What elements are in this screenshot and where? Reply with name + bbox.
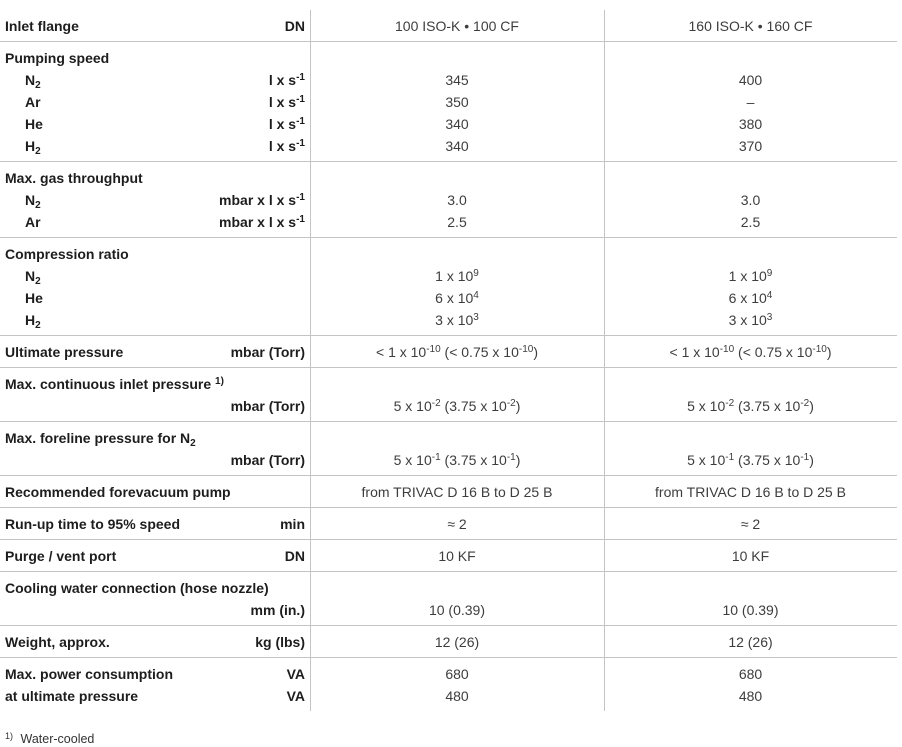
unit-label: VA [286, 688, 305, 704]
variant-2-value: 680 [738, 666, 763, 682]
variant-2-value [604, 265, 897, 287]
unit-label [0, 69, 305, 91]
spec-row-purge-vent-port [0, 540, 897, 572]
text-fragment: l x s [268, 138, 297, 154]
subscript: 2 [35, 200, 41, 211]
unit-label [0, 113, 305, 135]
unit-label: DN [284, 548, 305, 564]
text-fragment: N [25, 268, 36, 284]
variant-1-value: 3.0 [447, 192, 467, 208]
superscript: -1 [296, 138, 305, 149]
superscript: -1 [506, 452, 516, 463]
text-fragment: 5 x 10 [687, 452, 726, 468]
spec-line [0, 91, 897, 113]
subscript: 2 [190, 438, 196, 449]
spec-row-recommended-forevacuum-pump [0, 476, 897, 508]
text-fragment: (< 0.75 x 10 [734, 344, 813, 360]
text-fragment: H [25, 138, 36, 154]
text-fragment: ) [515, 398, 521, 414]
text-fragment: ) [533, 344, 538, 360]
text-fragment: (3.75 x 10 [734, 398, 801, 414]
property-label: Cooling water connection (hose nozzle) [5, 580, 269, 596]
spec-line [0, 243, 897, 265]
text-fragment: H [25, 312, 36, 328]
variant-2-value: 12 (26) [728, 634, 773, 650]
spec-line [0, 685, 897, 707]
superscript: -1 [296, 192, 305, 203]
variant-1-value [310, 449, 604, 471]
variant-1-value: 480 [445, 688, 469, 704]
variant-1-value: 350 [445, 94, 469, 110]
gas-label: He [25, 290, 43, 306]
superscript: 9 [473, 268, 479, 279]
variant-1-value: 10 (0.39) [428, 602, 486, 618]
unit-label [0, 135, 305, 157]
superscript: -1 [296, 116, 305, 127]
spec-line [0, 373, 897, 395]
variant-2-value [604, 395, 897, 417]
unit-label [0, 211, 305, 233]
variant-1-value [310, 265, 604, 287]
text-fragment: N [25, 192, 36, 208]
spec-row-weight-approx [0, 626, 897, 658]
gas-label: Ar [25, 214, 41, 230]
spec-line [0, 189, 897, 211]
unit-label: mm (in.) [250, 602, 305, 618]
spec-line [0, 167, 897, 189]
subscript: 2 [35, 146, 41, 157]
unit-label: mbar (Torr) [230, 398, 305, 414]
property-label: Compression ratio [5, 246, 129, 262]
spec-line [0, 545, 897, 567]
variant-1-value [310, 395, 604, 417]
spec-row-max-gas-throughput [0, 162, 897, 238]
variant-1-value [310, 341, 604, 363]
gas-label [25, 309, 41, 331]
property-label: Run-up time to 95% speed [5, 516, 181, 532]
text-fragment: 1 x 10 [435, 268, 474, 284]
variant-2-value: 380 [738, 116, 763, 132]
property-label [5, 427, 196, 449]
footnote-text: Water-cooled [20, 732, 95, 746]
variant-1-value [310, 309, 604, 331]
spec-line [0, 265, 897, 287]
superscript: 4 [473, 290, 479, 301]
text-fragment: < 1 x 10 [376, 344, 427, 360]
property-label: Max. gas throughput [5, 170, 143, 186]
subscript: 2 [35, 276, 41, 287]
spec-line [0, 135, 897, 157]
variant-2-value: – [746, 94, 755, 110]
spec-line [0, 309, 897, 331]
unit-label: min [280, 516, 305, 532]
property-label: at ultimate pressure [5, 688, 139, 704]
spec-row-max-power-consumption [0, 658, 897, 711]
text-fragment: 3 x 10 [435, 312, 474, 328]
spec-line [0, 513, 897, 535]
superscript: -10 [426, 344, 441, 355]
technical-data-table [0, 10, 897, 711]
variant-2-value: 400 [738, 72, 763, 88]
text-fragment: 5 x 10 [393, 452, 432, 468]
superscript: -1 [296, 72, 305, 83]
property-label: Purge / vent port [5, 548, 117, 564]
text-fragment: 1 x 10 [728, 268, 767, 284]
variant-1-value [310, 287, 604, 309]
text-fragment: 5 x 10 [687, 398, 726, 414]
subscript: 2 [35, 320, 41, 331]
superscript: -1 [725, 452, 735, 463]
variant-2-value [604, 341, 897, 363]
text-fragment: ) [809, 452, 814, 468]
variant-1-value: ≈ 2 [447, 516, 467, 532]
variant-2-value: 480 [738, 688, 763, 704]
superscript: -1 [296, 214, 305, 225]
superscript: 9 [766, 268, 773, 279]
variant-1-value: 340 [445, 116, 469, 132]
unit-label: kg (lbs) [255, 634, 305, 650]
text-fragment: 6 x 10 [435, 290, 474, 306]
spec-line [0, 663, 897, 685]
spec-row-ultimate-pressure [0, 336, 897, 368]
superscript: -2 [431, 398, 441, 409]
property-label [5, 373, 224, 395]
superscript: -1 [296, 94, 305, 105]
variant-2-value [604, 449, 897, 471]
spec-line [0, 395, 897, 417]
property-label: Inlet flange [5, 18, 79, 34]
text-fragment: 6 x 10 [728, 290, 767, 306]
property-label: Recommended forevacuum pump [5, 484, 231, 500]
variant-2-value: 370 [738, 138, 763, 154]
superscript: -2 [506, 398, 516, 409]
unit-label [0, 189, 305, 211]
property-label: Max. power consumption [5, 666, 174, 682]
superscript: -2 [800, 398, 810, 409]
variant-2-value: 2.5 [740, 214, 761, 230]
text-fragment: l x s [268, 94, 297, 110]
spec-line [0, 427, 897, 449]
gas-label: Ar [25, 94, 41, 110]
variant-1-value: 12 (26) [434, 634, 480, 650]
variant-2-value [604, 287, 897, 309]
variant-2-value: 10 (0.39) [722, 602, 779, 618]
unit-label: VA [286, 666, 305, 682]
text-fragment: l x s [268, 116, 297, 132]
superscript: -1 [431, 452, 441, 463]
text-fragment: N [25, 72, 36, 88]
unit-label: mbar (Torr) [230, 452, 305, 468]
spec-line [0, 287, 897, 309]
superscript: 1) [215, 376, 224, 387]
spec-line [0, 211, 897, 233]
spec-row-compression-ratio [0, 238, 897, 336]
property-label: Ultimate pressure [5, 344, 124, 360]
text-fragment: l x s [268, 72, 297, 88]
text-fragment: (< 0.75 x 10 [440, 344, 519, 360]
variant-2-value: 3.0 [740, 192, 761, 208]
footnote [5, 731, 94, 747]
superscript: 3 [473, 312, 479, 323]
property-label: Weight, approx. [5, 634, 110, 650]
text-fragment: Max. foreline pressure for N [5, 430, 191, 446]
variant-1-value: 10 KF [438, 548, 476, 564]
superscript: 3 [766, 312, 773, 323]
variant-1-value: 340 [445, 138, 469, 154]
superscript: -1 [800, 452, 810, 463]
text-fragment: (3.75 x 10 [734, 452, 801, 468]
spec-row-inlet-flange [0, 10, 897, 42]
superscript: -2 [725, 398, 735, 409]
variant-1-value: 680 [445, 666, 469, 682]
spec-line [0, 631, 897, 653]
superscript: -10 [719, 344, 735, 355]
variant-1-value: from TRIVAC D 16 B to D 25 B [361, 484, 553, 500]
variant-1-value: 2.5 [447, 214, 467, 230]
gas-label: He [25, 116, 43, 132]
unit-label [0, 91, 305, 113]
variant-2-value: from TRIVAC D 16 B to D 25 B [655, 484, 846, 500]
spec-line [0, 47, 897, 69]
spec-line [0, 69, 897, 91]
spec-line [0, 577, 897, 599]
property-label: Pumping speed [5, 50, 110, 66]
text-fragment: 5 x 10 [393, 398, 432, 414]
spec-row-run-up-time-to-95-speed [0, 508, 897, 540]
text-fragment: ) [515, 452, 521, 468]
unit-label: mbar (Torr) [230, 344, 305, 360]
spec-line [0, 341, 897, 363]
text-fragment: Max. continuous inlet pressure [5, 376, 216, 392]
text-fragment: mbar x l x s [219, 192, 297, 208]
spec-row-max-continuous-inlet-pressure-1 [0, 368, 897, 422]
spec-line [0, 481, 897, 503]
variant-1-value: 100 ISO-K • 100 CF [395, 18, 519, 34]
gas-label [25, 265, 41, 287]
variant-1-value: 345 [445, 72, 469, 88]
spec-line [0, 113, 897, 135]
variant-2-value [604, 309, 897, 331]
footnote-mark: 1) [5, 731, 14, 741]
variant-2-value: 160 ISO-K • 160 CF [688, 18, 813, 34]
superscript: -10 [518, 344, 534, 355]
text-fragment: ) [826, 344, 832, 360]
text-fragment: ) [809, 398, 814, 414]
spec-line [0, 599, 897, 621]
variant-2-value: 10 KF [731, 548, 770, 564]
superscript: -10 [812, 344, 827, 355]
spec-row-pumping-speed [0, 42, 897, 162]
spec-row-max-foreline-pressure-for-n2 [0, 422, 897, 476]
superscript: 4 [766, 290, 773, 301]
text-fragment: (3.75 x 10 [440, 452, 507, 468]
text-fragment: < 1 x 10 [669, 344, 720, 360]
text-fragment: mbar x l x s [219, 214, 297, 230]
spec-line [0, 449, 897, 471]
text-fragment: 3 x 10 [728, 312, 767, 328]
variant-2-value: ≈ 2 [740, 516, 761, 532]
spec-line [0, 15, 897, 37]
unit-label: DN [284, 18, 305, 34]
text-fragment: (3.75 x 10 [440, 398, 507, 414]
subscript: 2 [35, 80, 41, 91]
spec-row-cooling-water-connection-hose-nozzle [0, 572, 897, 626]
